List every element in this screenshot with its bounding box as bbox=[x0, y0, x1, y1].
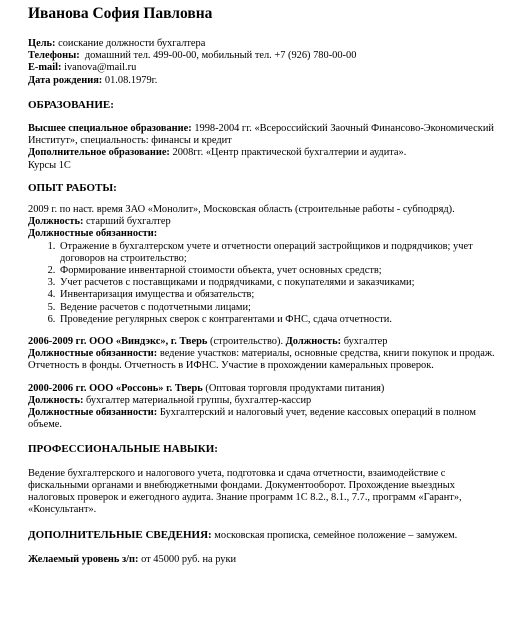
job-3-position-label: Должность: bbox=[28, 394, 84, 406]
goal-label: Цель: bbox=[28, 38, 56, 49]
higher-education-label: Высшее специальное образование: bbox=[28, 123, 192, 135]
job-2 bbox=[28, 336, 500, 373]
duty-item: 5. Ведение расчетов с подотчетными лицами; bbox=[58, 302, 500, 314]
salary-label: Желаемый уровень з/п: bbox=[28, 553, 139, 565]
job-2-position-value: бухгалтер bbox=[343, 336, 388, 348]
duty-item: 4. Инвентаризация имущества и обязательств; bbox=[58, 289, 500, 301]
job-2-company: 2006-2009 гг. ООО «Виндэкс», г. Тверь bbox=[28, 336, 208, 348]
job-3-industry: (Оптовая торговля продуктами питания) bbox=[205, 382, 385, 394]
job-1-intro: 2009 г. по наст. время ЗАО «Монолит», Московская область (строительные работы - субподряд). bbox=[28, 204, 455, 216]
job-2-duties-value: ведение участков: материалы, основные средства, книги покупок и продаж. Отчетность в фонды. Отчетность в ИФНС. Участие в прохождении камеральных проверок. bbox=[28, 348, 495, 372]
higher-education-row bbox=[28, 123, 500, 147]
job-2-duties bbox=[28, 348, 500, 372]
duty-item: 1. Отражение в бухгалтерском учете и отчетности операций застройщиков и подрядчиков; учет договоров на строительство; bbox=[58, 241, 500, 265]
skills-text: Ведение бухгалтерского и налогового учета, подготовка и сдача отчетности, взаимодействие с фискальными органами и внебюджетными фондами. Документооборот. Прохождение выездных налоговых проверок и ежегодного аудита. Знание программ 1С 8.2., 8.1., 7.7., программ «Гарант», «Консультант». bbox=[28, 467, 462, 516]
dob-row bbox=[28, 75, 500, 87]
goal-row bbox=[28, 38, 500, 50]
skills-heading: ПРОФЕССИОНАЛЬНЫЕ НАВЫКИ: bbox=[28, 443, 218, 456]
job-2-duties-label: Должностные обязанности: bbox=[28, 348, 158, 360]
education-heading: ОБРАЗОВАНИЕ: bbox=[28, 98, 114, 111]
extra-education-label: Дополнительное образование: bbox=[28, 147, 170, 159]
contacts-block bbox=[28, 38, 500, 87]
additional-heading: ДОПОЛНИТЕЛЬНЫЕ СВЕДЕНИЯ: bbox=[28, 528, 212, 541]
duty-item: 2. Формирование инвентарной стоимости объекта, учет основных средств; bbox=[58, 265, 500, 277]
job-1-header bbox=[28, 204, 500, 228]
higher-education-value: 1998-2004 гг. «Всероссийский Заочный Финансово-Экономический Институт», специальность: финансы и кредит bbox=[28, 123, 494, 147]
phones-row bbox=[28, 50, 500, 62]
phones-value: домашний тел. 499-00-00, мобильный тел. +7 (926) 780-00-00 bbox=[84, 50, 357, 62]
job-3-company: 2000-2006 гг. ООО «Россонь» г. Тверь bbox=[28, 382, 203, 394]
job-1-position-label: Должность: bbox=[28, 216, 84, 228]
duty-item: 6. Проведение регулярных сверок с контрагентами и ФНС, сдача отчетности. bbox=[58, 314, 500, 326]
candidate-name: Иванова София Павловна bbox=[28, 5, 213, 22]
additional-text: московская прописка, семейное положение – замужем. bbox=[214, 529, 458, 541]
dob-label: Дата рождения: bbox=[28, 74, 103, 86]
dob-value: 01.08.1979г. bbox=[104, 74, 158, 86]
phones-label: Телефоны: bbox=[28, 50, 80, 62]
job-3-position bbox=[28, 395, 500, 407]
job-1-duties-list bbox=[28, 241, 500, 326]
extra-education-row bbox=[28, 147, 500, 159]
salary-value: от 45000 руб. на руки bbox=[141, 553, 237, 565]
job-3-duties-label: Должностные обязанности: bbox=[28, 407, 158, 419]
job-1-position-value: старший бухгалтер bbox=[86, 216, 171, 228]
email-value: ivanova@mail.ru bbox=[64, 62, 137, 74]
duty-item: 3. Учет расчетов с поставщиками и подрядчиками, с покупателями и заказчиками; bbox=[58, 277, 500, 289]
salary-row bbox=[28, 554, 500, 566]
additional-info bbox=[28, 529, 500, 542]
email-row bbox=[28, 62, 500, 74]
email-label: E-mail: bbox=[28, 62, 62, 74]
job-3-header bbox=[28, 383, 500, 395]
job-2-position-label: Должность: bbox=[285, 336, 342, 348]
job-2-industry: (строительство). bbox=[210, 336, 284, 348]
job-1-duties-label: Должностные обязанности: bbox=[28, 228, 158, 240]
extra-education-value: 2008гг. «Центр практической бухгалтерии и аудита». bbox=[172, 147, 407, 159]
experience-heading: ОПЫТ РАБОТЫ: bbox=[28, 181, 117, 194]
courses-row: Курсы 1С bbox=[28, 159, 71, 171]
job-3-position-value: бухгалтер материальной группы, бухгалтер-кассир bbox=[86, 394, 312, 406]
goal-value: соискание должности бухгалтера bbox=[58, 38, 206, 49]
education-block bbox=[28, 123, 500, 172]
job-3-duties-value: Бухгалтерский и налоговый учет, ведение кассовых операций в полном объеме. bbox=[28, 407, 476, 431]
job-1 bbox=[28, 204, 500, 326]
job-3-duties bbox=[28, 407, 500, 431]
job-3 bbox=[28, 383, 500, 432]
job-2-header bbox=[28, 336, 500, 348]
